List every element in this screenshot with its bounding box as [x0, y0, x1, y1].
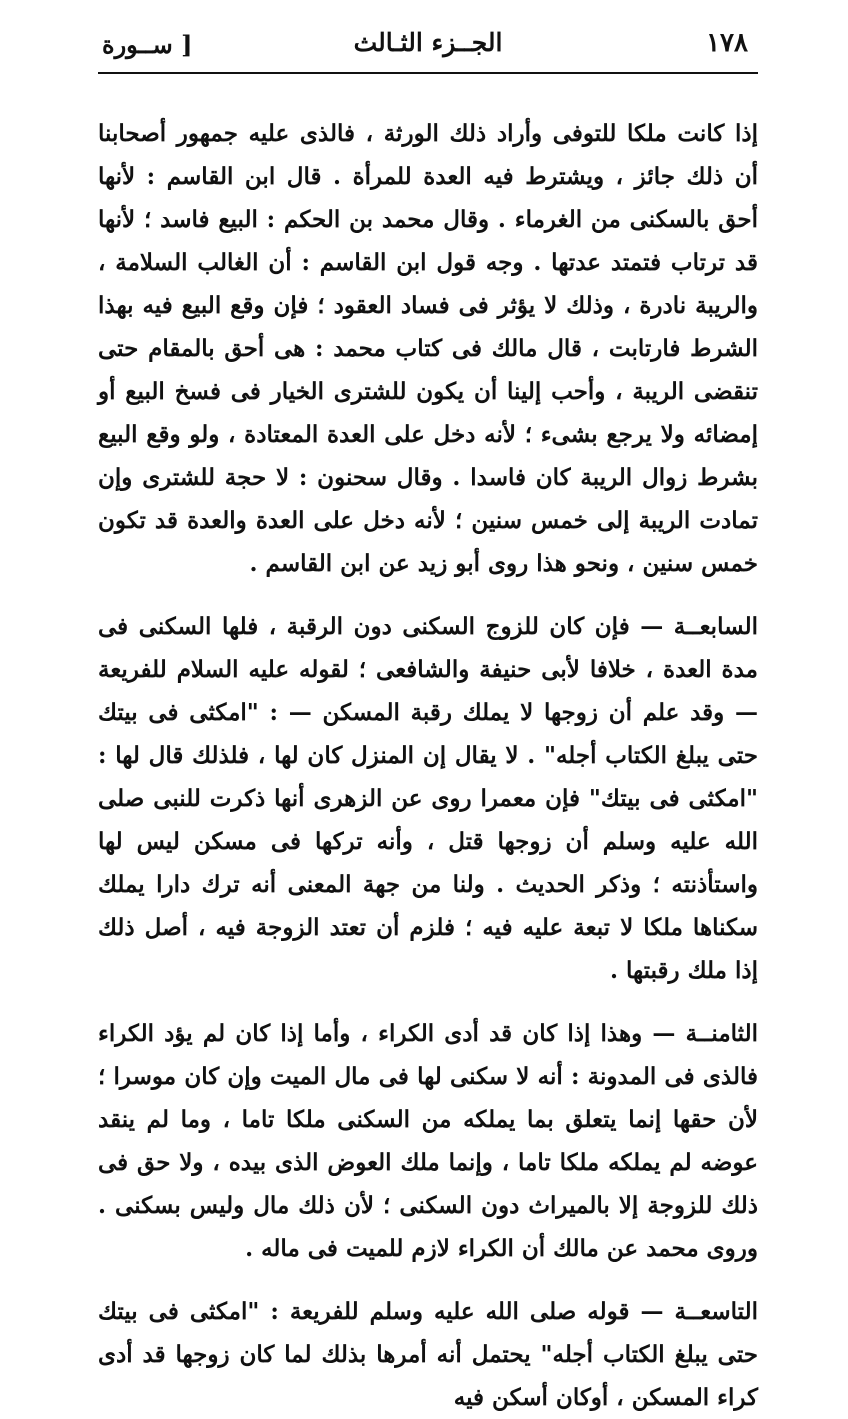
running-title: الجــزء الثـالث: [353, 28, 503, 57]
paragraph: الثامنــة — وهذا إذا كان قد أدى الكراء ، وأما إذا كان لم يؤد الكراء فالذى فى المدونة : أنه لا سكنى لها فى مال الميت وإن كان موسرا ؛ لأن حقها إنما يتعلق بما يملكه من السكنى ملكا تاما ، وما لم ينقد عوضه لم يملكه ملكا تاما ، وإنما ملك العوض الذى بيده ، ولا حق فى ذلك للزوجة إلا بالميراث دون السكنى ؛ لأن ذلك مال وليس بسكنى . وروى محمد عن مالك أن الكراء لازم للميت فى ماله .: [98, 1020, 758, 1262]
page-body: [98, 112, 758, 1419]
page-header: [98, 24, 758, 74]
paragraph: إذا كانت ملكا للتوفى وأراد ذلك الورثة ، فالذى عليه جمهور أصحابنا أن ذلك جائز ، ويشترط فيه العدة للمرأة . قال ابن القاسم : لأنها أحق بالسكنى من الغرماء . وقال محمد بن الحكم : البيع فاسد ؛ لأنها قد ترتاب فتمتد عدتها . وجه قول ابن القاسم : أن الغالب السلامة ، والريبة نادرة ، وذلك لا يؤثر فى فساد العقود ؛ فإن وقع البيع فيه بهذا الشرط فارتابت ، قال مالك فى كتاب محمد : هى أحق بالمقام حتى تنقضى الريبة ، وأحب إلينا أن يكون للشترى الخيار فى فسخ البيع أو إمضائه ولا يرجع بشىء ؛ لأنه دخل على العدة المعتادة ، ولو وقع البيع بشرط زوال الريبة كان فاسدا . وقال سحنون : لا حجة للشترى وإن تمادت الريبة إلى خمس سنين ؛ لأنه دخل على العدة والعدة قد تكون خمس سنين ، ونحو هذا روى أبو زيد عن ابن القاسم .: [98, 120, 758, 577]
paragraph: التاسعــة — قوله صلى الله عليه وسلم للفريعة : "امكثى فى بيتك حتى يبلغ الكتاب أجله" يحتمل أنه أمرها بذلك لما كان زوجها قد أدى كراء المسكن ، أوكان أسكن فيه: [98, 1298, 758, 1411]
running-surah-label: [ ســورة: [102, 30, 193, 59]
page-number: ١٧٨: [706, 28, 748, 58]
paragraph: السابعــة — فإن كان للزوج السكنى دون الرقبة ، فلها السكنى فى مدة العدة ، خلافا لأبى حنيفة والشافعى ؛ لقوله عليه السلام للفريعة — وقد علم أن زوجها لا يملك رقبة المسكن — : "امكثى فى بيتك حتى يبلغ الكتاب أجله" . لا يقال إن المنزل كان لها ، فلذلك قال لها : "امكثى فى بيتك" فإن معمرا روى عن الزهرى أنها ذكرت للنبى صلى الله عليه وسلم أن زوجها قتل ، وأنه تركها فى مسكن ليس لها واستأذنته ؛ وذكر الحديث . ولنا من جهة المعنى أنه ترك دارا يملك سكناها ملكا لا تبعة عليه فيه ؛ فلزم أن تعتد الزوجة فيه ، أصل ذلك إذا ملك رقبتها .: [98, 613, 758, 984]
